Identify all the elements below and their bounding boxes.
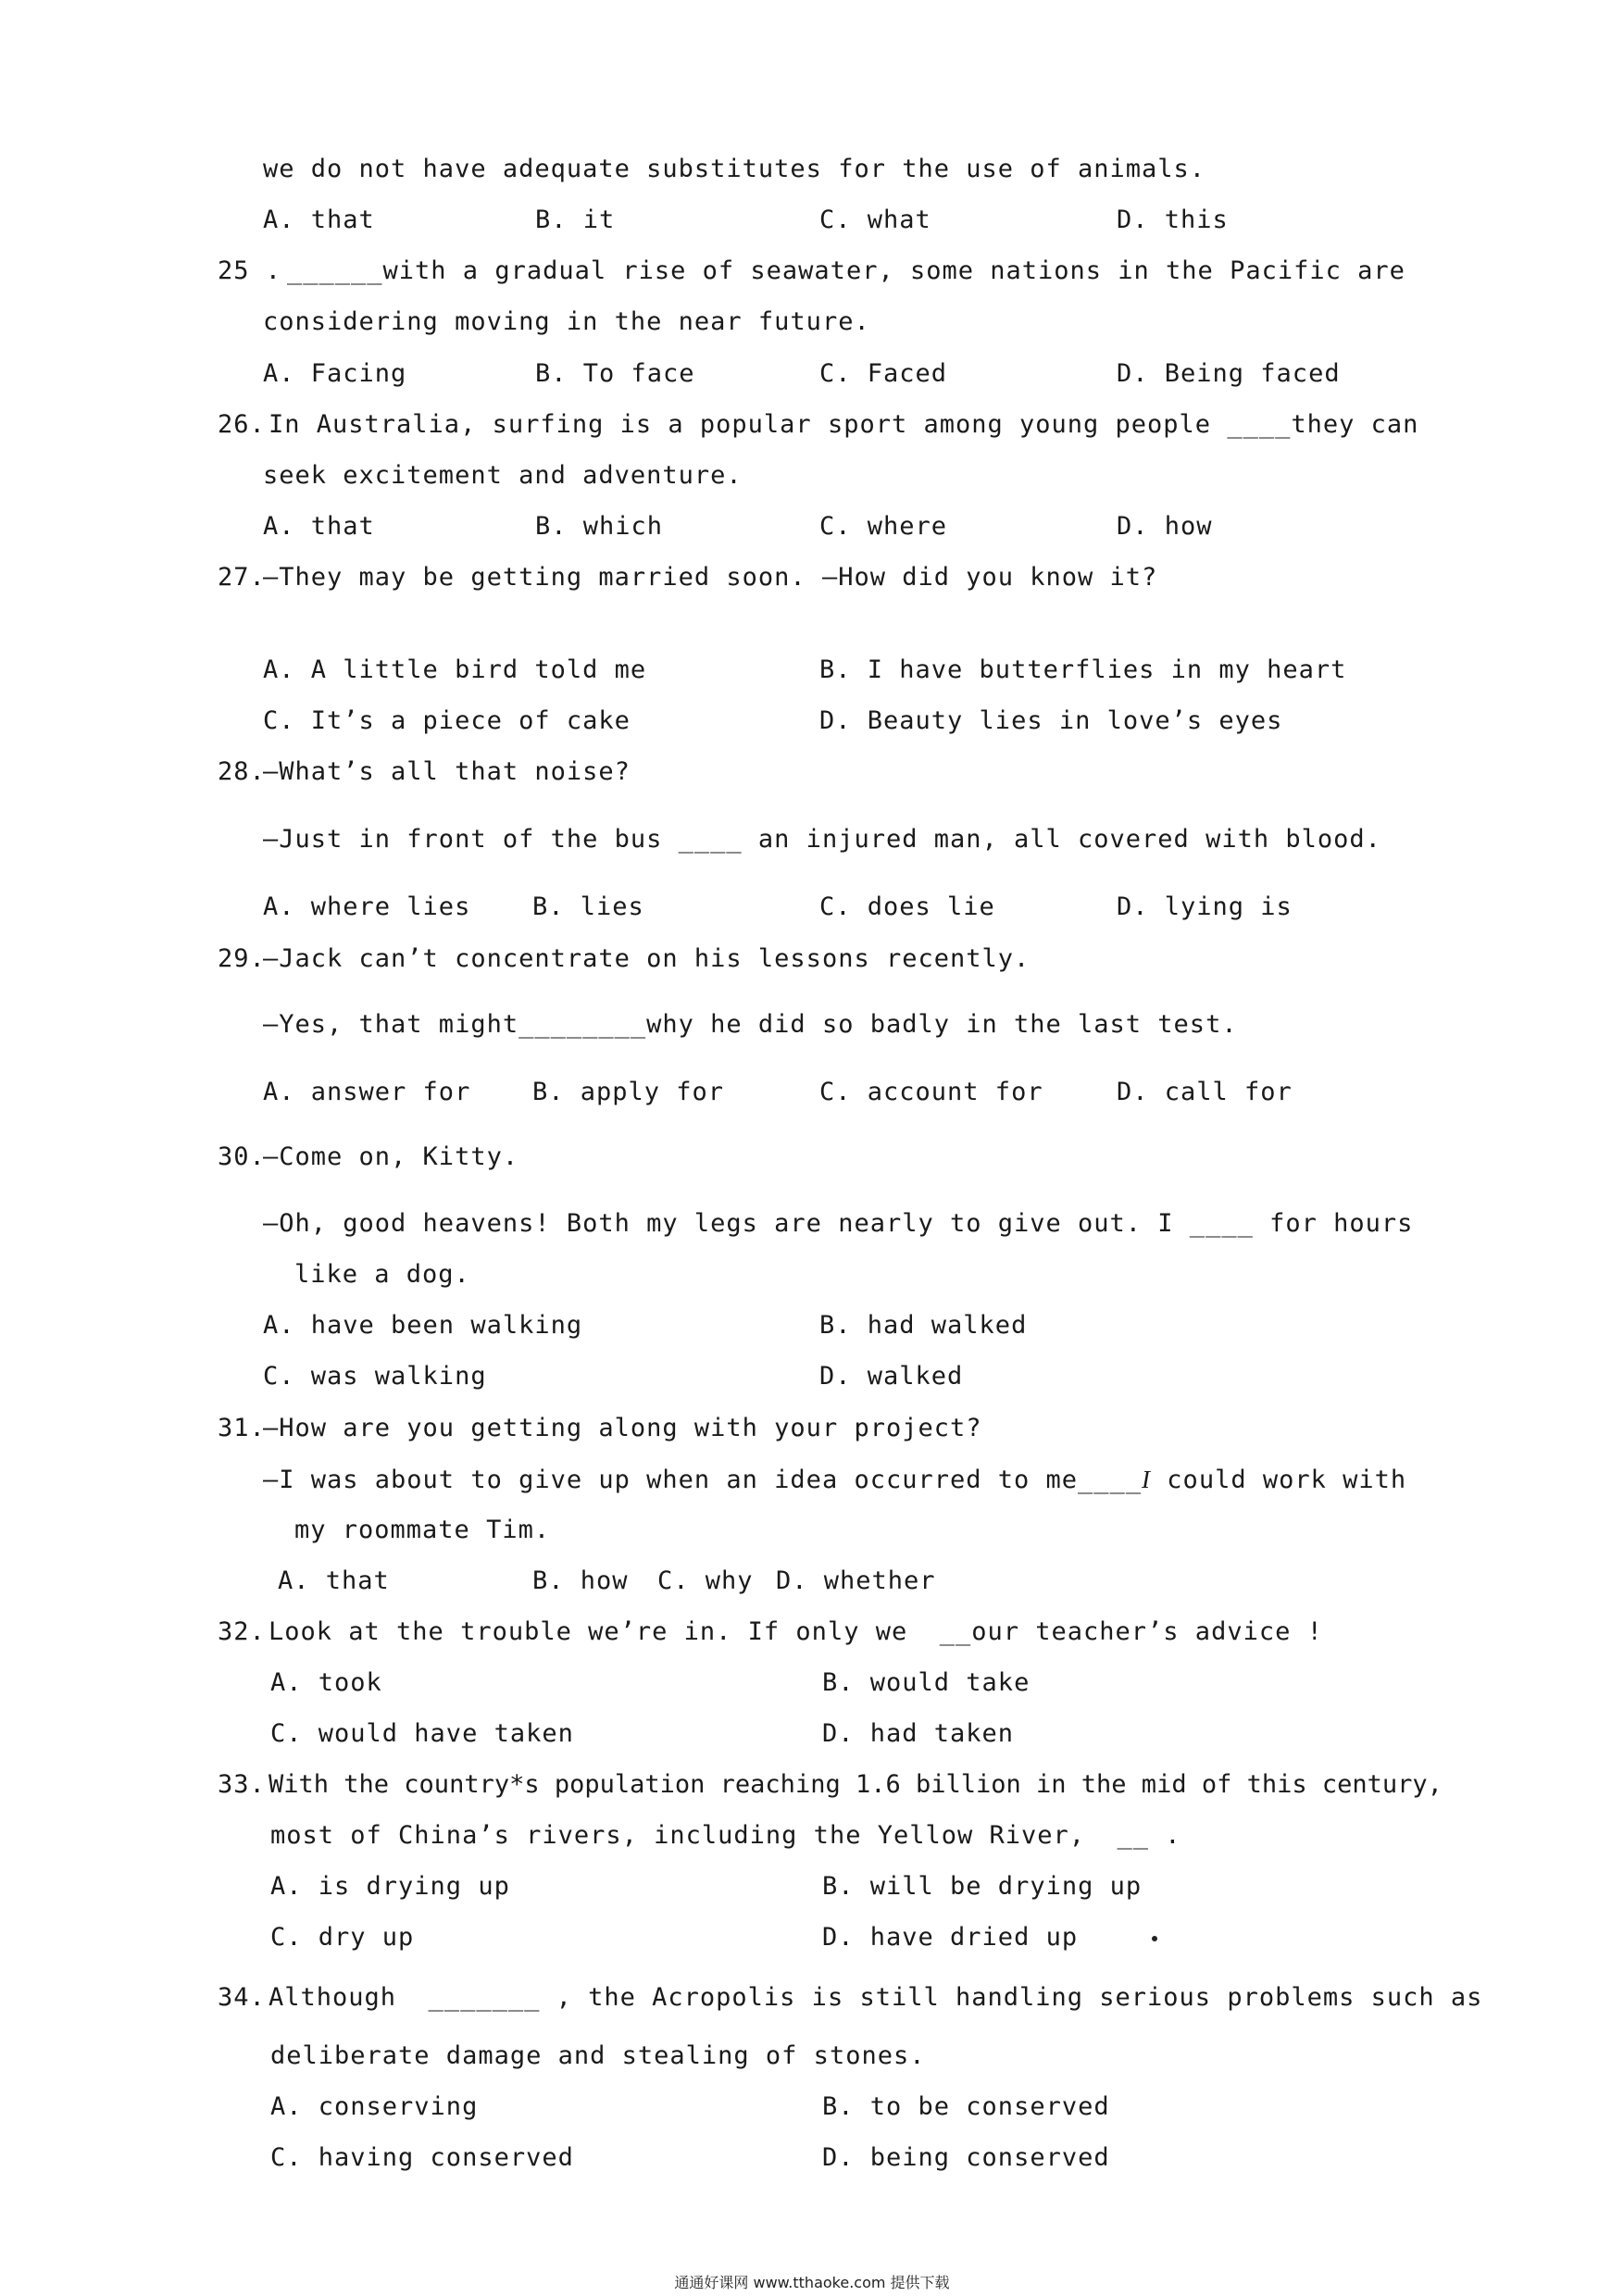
q25-option-b: B. To face (535, 359, 695, 388)
q25-option-c: C. Faced (819, 359, 948, 388)
q34-option-b: B. to be conserved (822, 2092, 1110, 2121)
q30-number: 30. (218, 1142, 266, 1171)
q24-option-a: A. that (263, 206, 375, 234)
q31-italic-i: I (1142, 1466, 1152, 1493)
q33-option-a: A. is drying up (270, 1872, 510, 1901)
q27-stem-line-1: —They may be getting married soon. —How did you know it? (263, 563, 1158, 592)
q34-stem-line-1: Although _______ , the Acropolis is still handling serious problems such as (269, 1983, 1483, 2012)
q24-option-d: D. this (1117, 206, 1229, 234)
q33-stem-line-2: most of China’s rivers, including the Yellow River, __ . (270, 1821, 1181, 1850)
q30-option-a: A. have been walking (263, 1311, 583, 1340)
q32-option-d: D. had taken (822, 1719, 1015, 1748)
q32-option-b: B. would take (822, 1668, 1031, 1697)
q34-option-c: C. having conserved (270, 2143, 574, 2172)
q28-option-a: A. where lies (263, 892, 471, 921)
q26-option-a: A. that (263, 512, 375, 541)
q28-option-d: D. lying is (1117, 892, 1293, 921)
q30-option-c: C. was walking (263, 1362, 487, 1391)
q30-option-b: B. had walked (819, 1311, 1028, 1340)
q26-option-b: B. which (535, 512, 664, 541)
page-footer: 通通好课网 www.tthaoke.com 提供下载 (674, 2274, 950, 2291)
q31-option-b: B. how (532, 1566, 629, 1595)
q28-stem-line-1: —What’s all that noise? (263, 757, 631, 786)
stray-dot-mark (1152, 1936, 1157, 1941)
q31-number: 31. (218, 1414, 266, 1442)
q25-option-d: D. Being faced (1117, 359, 1341, 388)
q32-number: 32. (218, 1617, 266, 1646)
q30-option-d: D. walked (819, 1362, 964, 1391)
q31-stem-line-3: my roommate Tim. (294, 1516, 551, 1544)
q29-stem-line-1: —Jack can’t concentrate on his lessons recently. (263, 944, 1031, 973)
q29-number: 29. (218, 944, 266, 973)
q34-option-d: D. being conserved (822, 2143, 1110, 2172)
q30-stem-line-2: —Oh, good heavens! Both my legs are nearly to give out. I ____ for hours (263, 1209, 1414, 1238)
q26-option-c: C. where (819, 512, 948, 541)
q31-option-d: D. whether (776, 1566, 936, 1595)
q32-option-c: C. would have taken (270, 1719, 574, 1748)
q27-option-b: B. I have butterflies in my heart (819, 655, 1347, 684)
q25-option-a: A. Facing (263, 359, 407, 388)
q30-stem-line-1: —Come on, Kitty. (263, 1142, 519, 1171)
q33-stem-line-1: With the country*s population reaching 1.6 billion in the mid of this century, (269, 1770, 1443, 1799)
q29-option-d: D. call for (1117, 1078, 1293, 1106)
q24-option-b: B. it (535, 206, 616, 234)
q24-stem-continuation: we do not have adequate substitutes for the use of animals. (263, 155, 1206, 183)
q31-stem-line-2 (263, 1464, 1406, 1496)
q26-stem-line-1: In Australia, surfing is a popular sport among young people ____they can (269, 410, 1419, 439)
q34-option-a: A. conserving (270, 2092, 479, 2121)
q32-option-a: A. took (270, 1668, 382, 1697)
q31-stem-line-2-end: could work with (1151, 1466, 1407, 1494)
q29-option-c: C. account for (819, 1078, 1043, 1106)
q27-option-d: D. Beauty lies in love’s eyes (819, 706, 1283, 735)
q29-stem-line-2: —Yes, that might________why he did so badly in the last test. (263, 1010, 1238, 1039)
q25-number: 25 . (218, 256, 282, 285)
q34-stem-line-2: deliberate damage and stealing of stones. (270, 2041, 926, 2070)
q28-option-b: B. lies (532, 892, 644, 921)
q33-option-b: B. will be drying up (822, 1872, 1143, 1901)
q28-option-c: C. does lie (819, 892, 995, 921)
q31-stem-line-1: —How are you getting along with your project? (263, 1414, 982, 1442)
q26-option-d: D. how (1117, 512, 1213, 541)
q29-option-a: A. answer for (263, 1078, 471, 1106)
q33-number: 33. (218, 1770, 266, 1799)
q29-option-b: B. apply for (532, 1078, 725, 1106)
q30-stem-line-3: like a dog. (294, 1260, 470, 1289)
q26-stem-line-2: seek excitement and adventure. (263, 461, 743, 490)
q25-stem-line-1: ______with a gradual rise of seawater, some nations in the Pacific are (287, 256, 1405, 285)
q27-option-a: A. A little bird told me (263, 655, 647, 684)
q33-option-c: C. dry up (270, 1923, 415, 1952)
q26-number: 26. (218, 410, 266, 439)
q31-stem-line-2-start: —I was about to give up when an idea occurred to me____ (263, 1466, 1143, 1494)
q28-stem-line-2: —Just in front of the bus ____ an injured man, all covered with blood. (263, 825, 1381, 854)
q32-stem-line-1: Look at the trouble we’re in. If only we __our teacher’s advice ! (269, 1617, 1323, 1646)
q31-option-c: C. why (657, 1566, 754, 1595)
q24-option-c: C. what (819, 206, 931, 234)
q33-option-d: D. have dried up (822, 1923, 1079, 1952)
q27-number: 27. (218, 563, 266, 592)
q28-number: 28. (218, 757, 266, 786)
q25-stem-line-2: considering moving in the near future. (263, 307, 870, 336)
q27-option-c: C. It’s a piece of cake (263, 706, 631, 735)
q34-number: 34. (218, 1983, 266, 2012)
q31-option-a: A. that (278, 1566, 390, 1595)
